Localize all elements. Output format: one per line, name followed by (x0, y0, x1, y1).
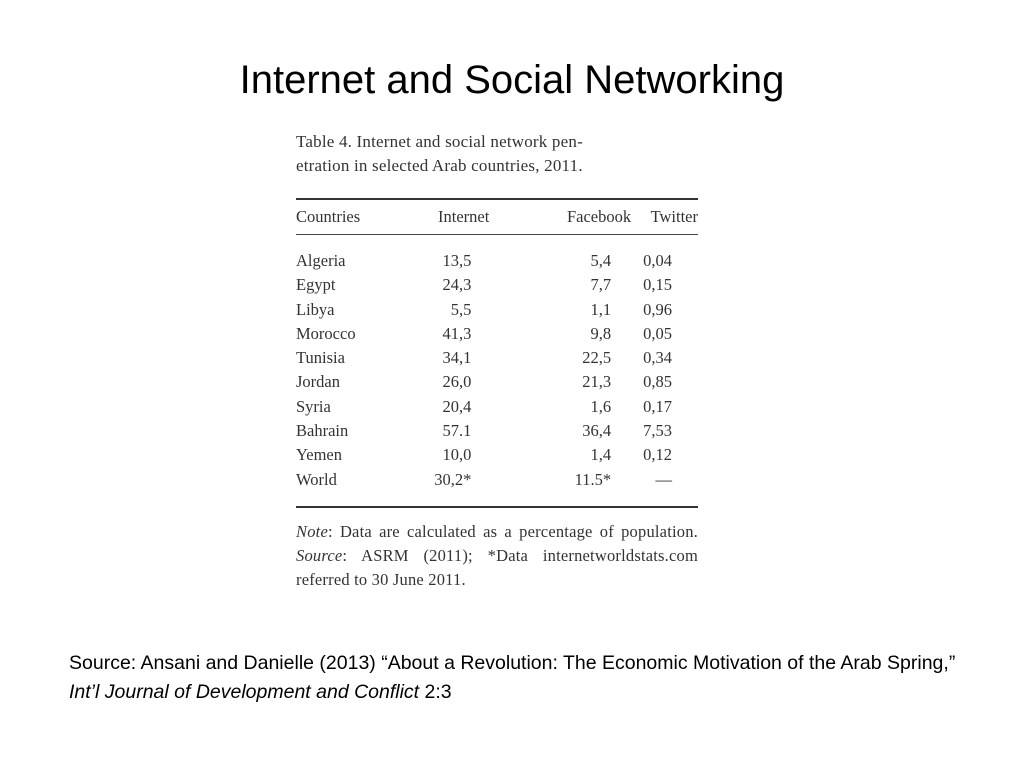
cell-country: Libya (296, 299, 335, 319)
cell-internet: 5,5 (450, 299, 472, 319)
table-caption (296, 130, 698, 178)
cell-twitter: 0,96 (643, 299, 672, 319)
cell-country: Egypt (296, 275, 336, 295)
cell-country: Syria (296, 396, 331, 416)
cell-country: Jordan (296, 372, 340, 392)
note-text-2: : ASRM (2011); *Data internetworldstats.com referred to 30 June 2011. (296, 545, 698, 589)
cell-internet: 30,2* (434, 469, 472, 489)
header-facebook: Facebook (566, 207, 632, 226)
cell-country: Yemen (296, 445, 342, 465)
table-row (296, 395, 698, 419)
slide-title: Internet and Social Networking (239, 58, 785, 102)
citation-suffix: 2:3 (419, 681, 452, 703)
header-twitter: Twitter (650, 207, 698, 226)
cell-twitter: 0,34 (643, 348, 672, 368)
table-caption-line-2: etration in selected Arab countries, 2011. (296, 156, 583, 175)
table-row (296, 322, 698, 346)
cell-facebook: 1,6 (590, 396, 612, 416)
table-row (296, 273, 698, 297)
table-caption-line-1: Table 4. Internet and social network pen- (296, 132, 583, 151)
source-citation (69, 649, 969, 707)
cell-twitter: 7,53 (643, 421, 672, 441)
table-row (296, 298, 698, 322)
cell-facebook: 11.5* (574, 469, 612, 489)
cell-internet: 41,3 (442, 323, 472, 343)
cell-twitter: 0,85 (643, 372, 672, 392)
cell-twitter: 0,04 (643, 251, 672, 270)
note-label: Note (296, 521, 328, 541)
table-row (296, 468, 698, 492)
cell-internet: 13,5 (442, 251, 472, 270)
cell-twitter: — (655, 469, 672, 489)
table-row (296, 443, 698, 467)
cell-facebook: 22,5 (582, 348, 612, 368)
cell-facebook: 1,4 (590, 445, 612, 465)
header-countries: Countries (296, 207, 361, 226)
cell-twitter: 0,17 (643, 396, 672, 416)
cell-country: Morocco (296, 323, 356, 343)
table-row (296, 235, 698, 273)
table-body (296, 235, 698, 492)
cell-internet: 24,3 (442, 275, 472, 295)
cell-country: Bahrain (296, 421, 349, 441)
source-label: Source (296, 545, 343, 565)
table-row (296, 419, 698, 443)
header-internet: Internet (438, 207, 490, 226)
cell-twitter: 0,12 (643, 445, 672, 465)
cell-internet: 10,0 (442, 445, 472, 465)
cell-internet: 20,4 (442, 396, 472, 416)
citation-prefix: Source: Ansani and Danielle (2013) “About a Revolution: The Economic Motivation of the Arab Spring,” (69, 652, 956, 674)
cell-facebook: 1,1 (590, 299, 612, 319)
cell-twitter: 0,05 (643, 323, 672, 343)
cell-facebook: 9,8 (590, 323, 612, 343)
table-row (296, 370, 698, 394)
table-header-row (296, 200, 698, 234)
cell-twitter: 0,15 (643, 275, 672, 295)
table-bottom-rule (296, 506, 698, 508)
cell-internet: 34,1 (442, 348, 472, 368)
cell-internet: 26,0 (442, 372, 472, 392)
table-row (296, 346, 698, 370)
cell-facebook: 7,7 (590, 275, 612, 295)
cell-country: Tunisia (296, 348, 345, 368)
cell-facebook: 36,4 (582, 421, 612, 441)
cell-facebook: 21,3 (582, 372, 612, 392)
cell-internet: 57.1 (442, 421, 472, 441)
table-figure (296, 130, 698, 592)
citation-journal: Int’l Journal of Development and Conflict (69, 681, 420, 703)
data-table (296, 200, 698, 492)
cell-country: World (296, 469, 337, 489)
cell-country: Algeria (296, 251, 346, 270)
cell-facebook: 5,4 (590, 251, 612, 270)
table-note (296, 520, 698, 592)
note-text-1: : Data are calculated as a percentage of population. (327, 521, 698, 541)
